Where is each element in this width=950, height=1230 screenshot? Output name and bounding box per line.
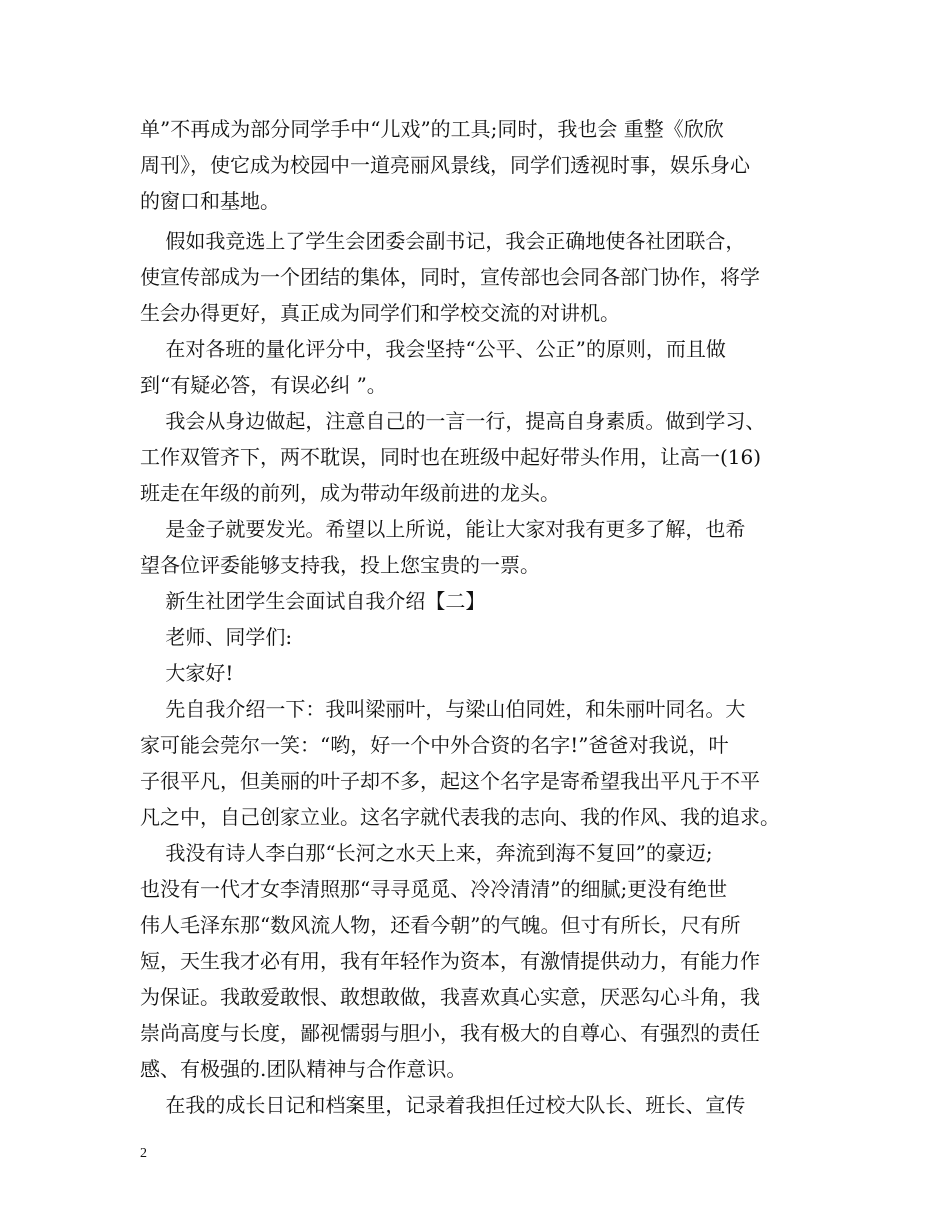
- text-line: 也没有一代才女李清照那“寻寻觅觅、冷冷清清”的细腻;更没有绝世: [140, 877, 728, 901]
- text-line: 是金子就要发光。希望以上所说，能让大家对我有更多了解，也希: [140, 517, 746, 541]
- text-line: 伟人毛泽东那“数风流人物，还看今朝”的气魄。但寸有所长，尺有所: [140, 913, 741, 937]
- text-line: 到“有疑必答，有误必纠 ”。: [140, 373, 387, 397]
- text-line: 假如我竞选上了学生会团委会副书记，我会正确地使各社团联合，: [140, 229, 746, 253]
- text-line: 崇尚高度与长度，鄙视懦弱与胆小，我有极大的自尊心、有强烈的责任: [140, 1021, 760, 1045]
- page-number: 2: [140, 1146, 147, 1161]
- text-line: 周刊》，使它成为校园中一道亮丽风景线，同学们透视时事，娱乐身心: [140, 153, 750, 177]
- text-line: 感、有极强的.团队精神与合作意识。: [140, 1057, 467, 1081]
- text-line: 大家好!: [140, 661, 234, 685]
- text-line: 先自我介绍一下：我叫梁丽叶，与梁山伯同姓，和朱丽叶同名。大: [140, 697, 746, 721]
- text-line: 我没有诗人李白那“长河之水天上来，奔流到海不复回”的豪迈;: [140, 841, 713, 865]
- text-line: 家可能会莞尔一笑：“哟，好一个中外合资的名字!”爸爸对我说，叶: [140, 733, 729, 757]
- text-line: 班走在年级的前列，成为带动年级前进的龙头。: [140, 481, 560, 505]
- text-line: 的窗口和基地。: [140, 189, 280, 213]
- text-line: 望各位评委能够支持我，投上您宝贵的一票。: [140, 553, 540, 577]
- text-line: 老师、同学们:: [140, 625, 293, 649]
- text-line: 短，天生我才必有用，我有年轻作为资本，有激情提供动力，有能力作: [140, 949, 760, 973]
- text-line: 生会办得更好，真正成为同学们和学校交流的对讲机。: [140, 301, 620, 325]
- text-line: 为保证。我敢爱敢恨、敢想敢做，我喜欢真心实意，厌恶勾心斗角，我: [140, 985, 760, 1009]
- text-line: 凡之中，自己创家立业。这名字就代表我的志向、我的作风、我的追求。: [140, 805, 780, 829]
- section-heading: 新生社团学生会面试自我介绍【二】: [140, 589, 486, 613]
- text-line: 我会从身边做起，注意自己的一言一行，提高自身素质。做到学习、: [140, 409, 766, 433]
- text-line: 使宣传部成为一个团结的集体，同时，宣传部也会同各部门协作，将学: [140, 265, 760, 289]
- text-line: 在我的成长日记和档案里，记录着我担任过校大队长、班长、宣传: [140, 1093, 746, 1117]
- text-line: 在对各班的量化评分中，我会坚持“公平、公正”的原则，而且做: [140, 337, 726, 361]
- text-line: 子很平凡，但美丽的叶子却不多，起这个名字是寄希望我出平凡于不平: [140, 769, 760, 793]
- text-line: 工作双管齐下，两不耽误，同时也在班级中起好带头作用，让高一(16): [140, 445, 762, 469]
- text-line: 单”不再成为部分同学手中“儿戏”的工具;同时，我也会 重整《欣欣: [140, 117, 724, 141]
